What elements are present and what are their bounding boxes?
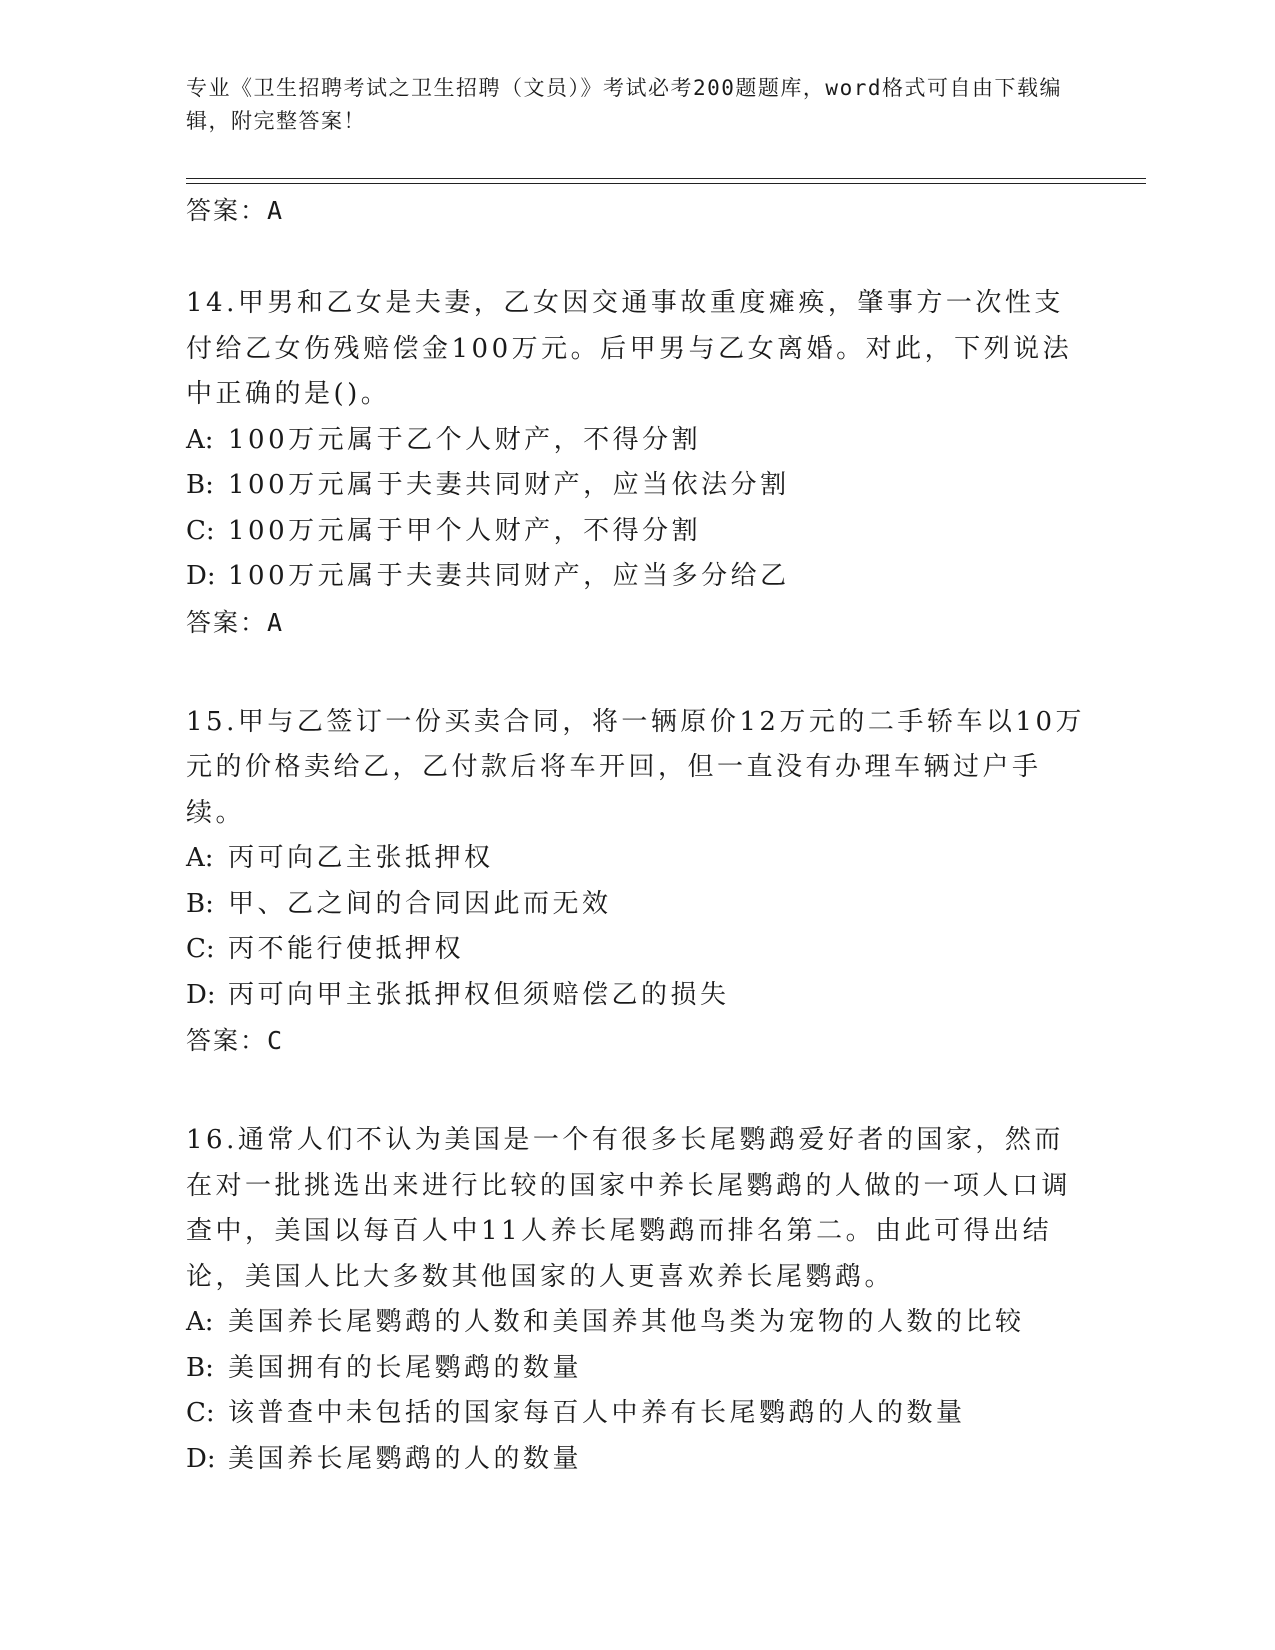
option-b (186, 882, 1086, 928)
question-text: 14.甲男和乙女是夫妻，乙女因交通事故重度瘫痪，肇事方一次性支付给乙女伤残赔偿金100万元。后甲男与乙女离婚。对此，下列说法中正确的是()。 (186, 288, 1073, 409)
answer-value: C (267, 1026, 285, 1055)
option-text: 100万元属于夫妻共同财产，应当依法分割 (228, 470, 790, 500)
option-letter: A: (186, 843, 214, 873)
question-15 (186, 700, 1086, 1065)
question-14 (186, 281, 1086, 646)
option-a (186, 836, 1086, 882)
answer-line (186, 1018, 1086, 1064)
option-letter: A: (186, 424, 214, 455)
document-header (186, 72, 1066, 138)
option-letter: D: (186, 979, 216, 1010)
option-c (186, 509, 1086, 555)
option-text: 美国养长尾鹦鹉的人的数量 (228, 1443, 583, 1474)
question-16 (186, 1118, 1086, 1482)
option-text: 100万元属于乙个人财产，不得分割 (228, 424, 702, 455)
answer-line (186, 600, 1086, 646)
answer-label: 答案： (186, 1026, 268, 1055)
answer-line (186, 188, 1086, 234)
option-text: 100万元属于夫妻共同财产，应当多分给乙 (228, 561, 790, 591)
option-d (186, 1437, 1086, 1483)
option-text: 丙不能行使抵押权 (228, 934, 465, 964)
option-a (186, 418, 1086, 464)
option-b (186, 463, 1086, 509)
option-letter: B: (186, 470, 214, 500)
option-letter: B: (186, 888, 214, 919)
option-letter: C: (186, 515, 215, 546)
option-text: 美国养长尾鹦鹉的人数和美国养其他鸟类为宠物的人数的比较 (228, 1307, 1025, 1337)
option-text: 100万元属于甲个人财产，不得分割 (228, 515, 702, 546)
option-letter: D: (186, 561, 216, 591)
option-c (186, 927, 1086, 973)
option-a (186, 1300, 1086, 1346)
option-text: 美国拥有的长尾鹦鹉的数量 (228, 1352, 583, 1383)
option-letter: D: (186, 1443, 216, 1474)
option-letter: B: (186, 1352, 214, 1383)
option-b (186, 1346, 1086, 1392)
answer-label: 答案： (186, 607, 268, 637)
option-letter: C: (186, 1398, 215, 1428)
option-text: 该普查中未包括的国家每百人中养有长尾鹦鹉的人的数量 (228, 1398, 966, 1428)
option-text: 甲、乙之间的合同因此而无效 (228, 888, 612, 919)
answer-value: A (267, 607, 285, 637)
header-text: 专业《卫生招聘考试之卫生招聘（文员）》考试必考200题题库，word格式可自由下载编辑，附完整答案！ (186, 76, 1062, 133)
option-d (186, 973, 1086, 1019)
option-letter: C: (186, 934, 215, 964)
option-text: 丙可向甲主张抵押权但须赔偿乙的损失 (228, 979, 730, 1010)
header-divider-top (186, 178, 1146, 179)
option-letter: A: (186, 1307, 214, 1337)
question-text: 15.甲与乙签订一份买卖合同，将一辆原价12万元的二手轿车以10万元的价格卖给乙，乙付款后将车开回，但一直没有办理车辆过户手续。 (186, 706, 1086, 828)
option-c (186, 1391, 1086, 1437)
question-text: 16.通常人们不认为美国是一个有很多长尾鹦鹉爱好者的国家，然而在对一批挑选出来进行比较的国家中养长尾鹦鹉的人做的一项人口调查中，美国以每百人中11人养长尾鹦鹉而排名第二。由此可得出结论，美国人比大多数其他国家的人更喜欢养长尾鹦鹉。 (186, 1125, 1072, 1292)
option-text: 丙可向乙主张抵押权 (228, 843, 494, 873)
document-body (186, 188, 1086, 1482)
answer-value: A (267, 196, 285, 225)
header-divider-bottom (186, 183, 1146, 184)
option-d (186, 554, 1086, 600)
answer-label: 答案： (186, 196, 268, 225)
